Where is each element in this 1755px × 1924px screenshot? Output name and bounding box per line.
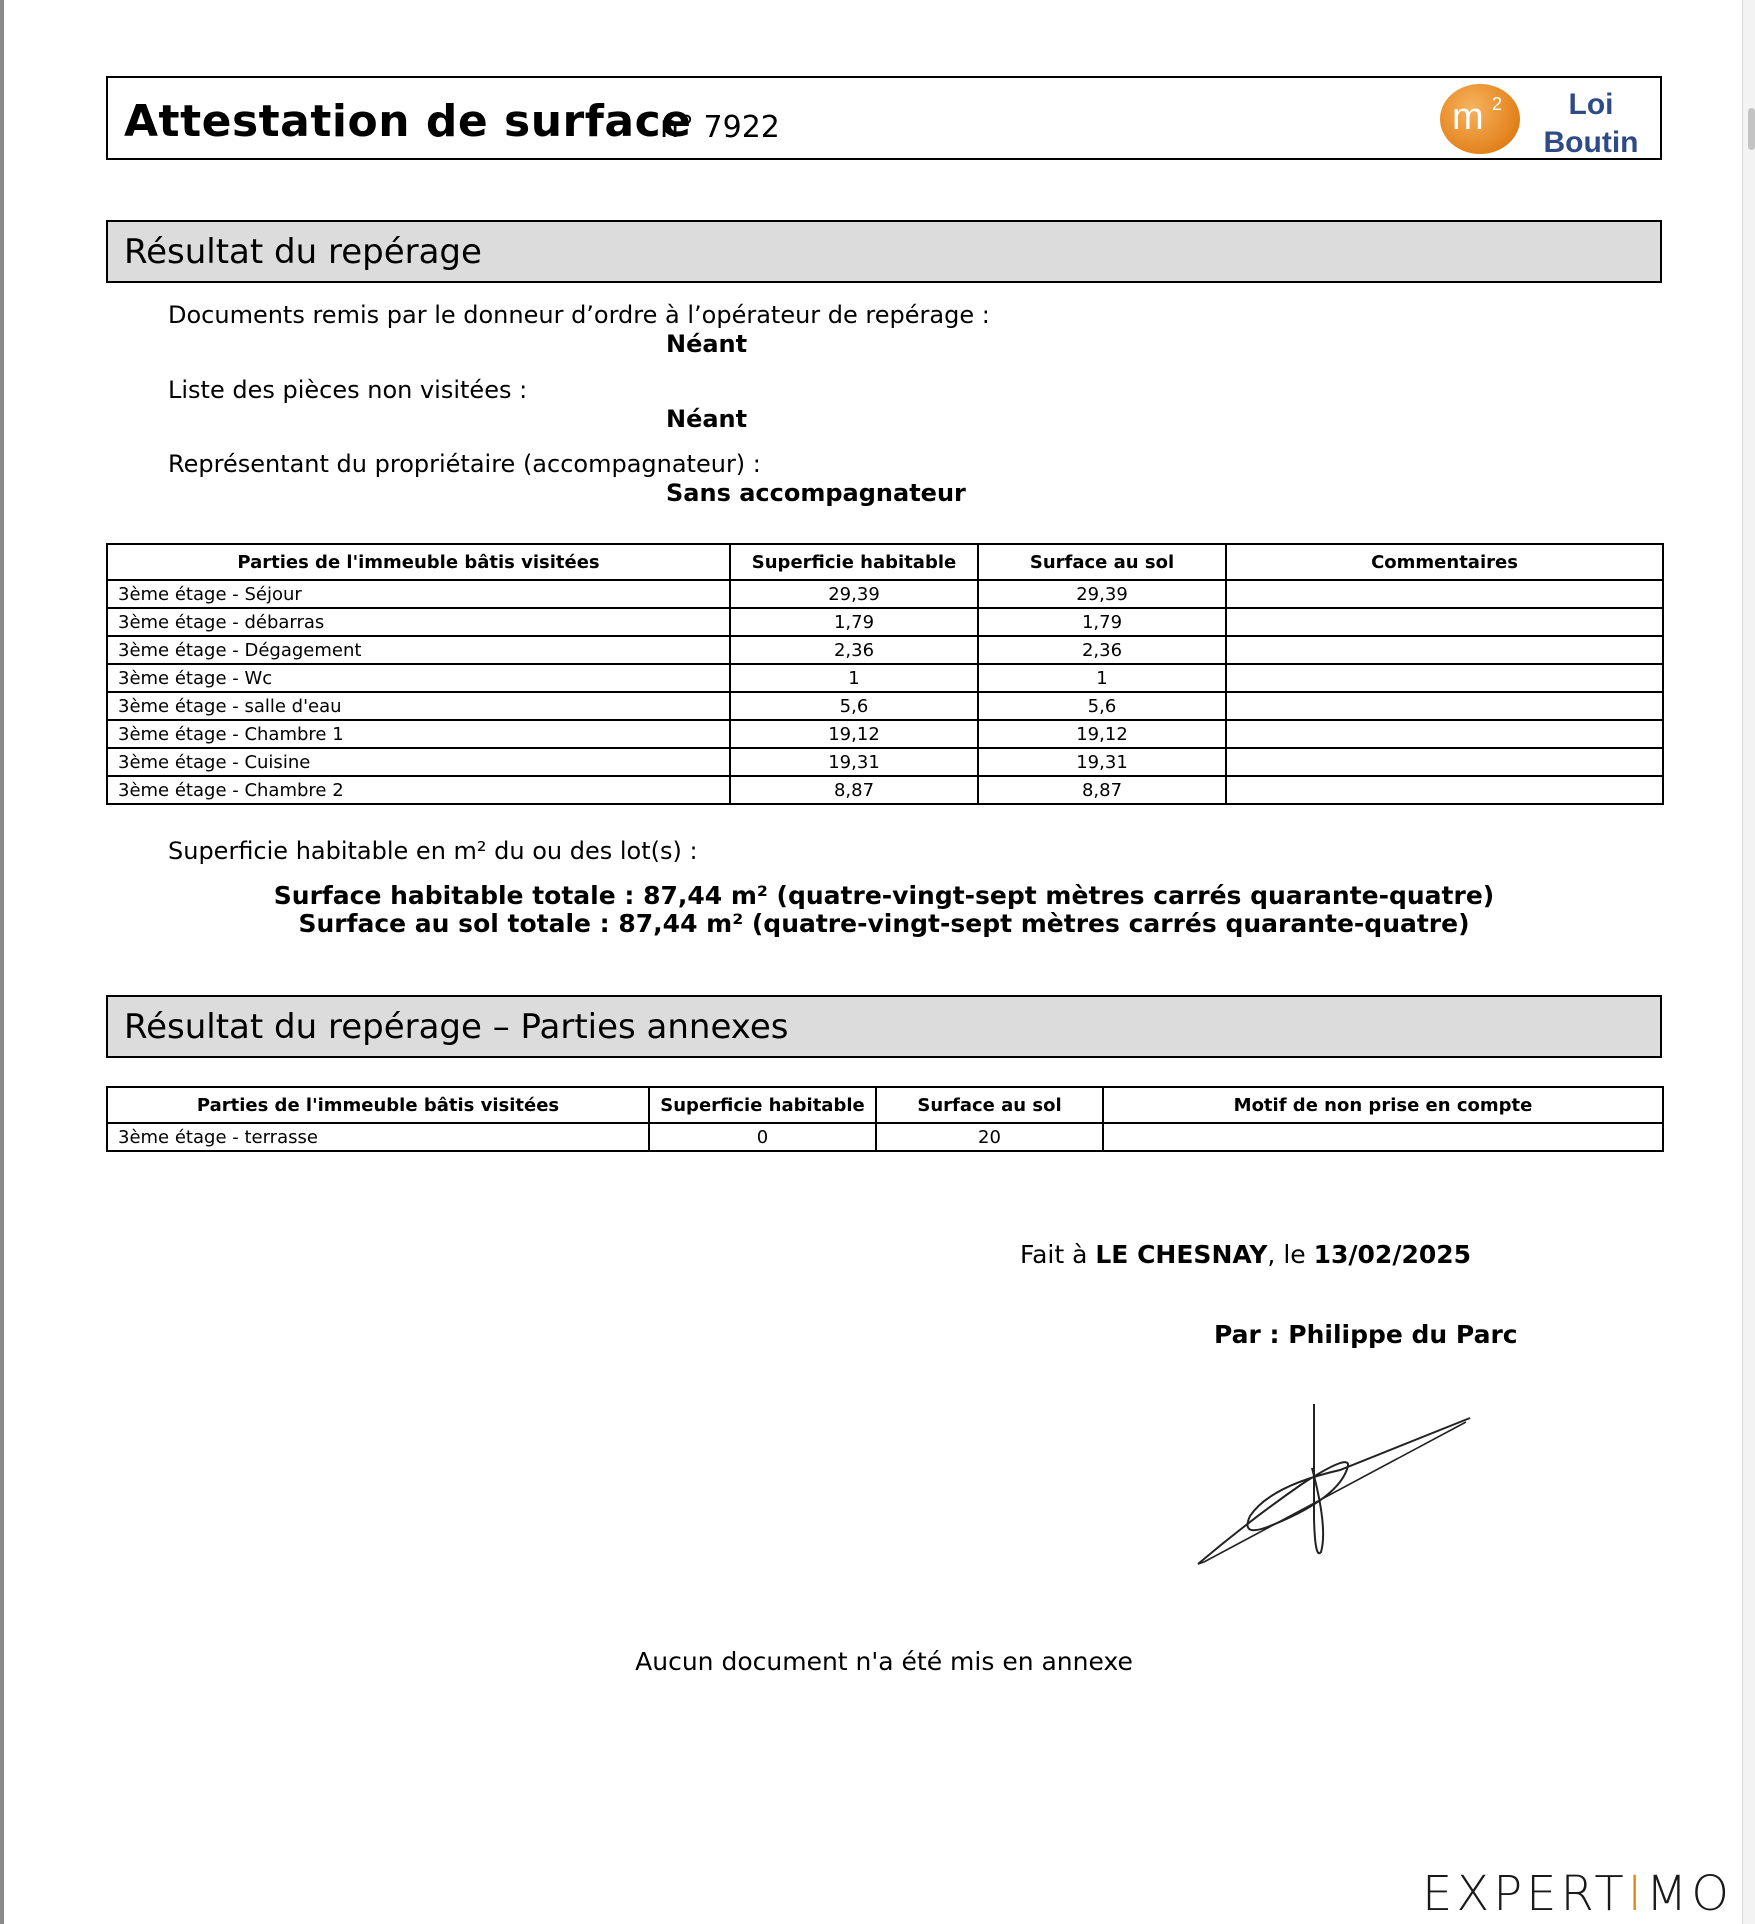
table-row (107, 664, 1663, 692)
table-row (107, 1123, 1663, 1151)
annexes-table (106, 1086, 1664, 1152)
documents-label: Documents remis par le donneur d’ordre à l’opérateur de repérage : (168, 301, 990, 329)
column-header: Surface au sol (876, 1087, 1103, 1123)
brand-bar: I (1627, 1866, 1646, 1922)
column-header: Superficie habitable (649, 1087, 876, 1123)
habitable-cell: 1 (730, 664, 978, 692)
comment-cell (1226, 636, 1663, 664)
section-title: Résultat du repérage – Parties annexes (124, 1007, 789, 1047)
reason-cell (1103, 1123, 1663, 1151)
habitable-cell: 5,6 (730, 692, 978, 720)
comment-cell (1226, 608, 1663, 636)
habitable-cell: 2,36 (730, 636, 978, 664)
column-header: Parties de l'immeuble bâtis visitées (107, 544, 730, 580)
signature-image (1190, 1398, 1480, 1576)
habitable-cell: 8,87 (730, 776, 978, 804)
column-header: Parties de l'immeuble bâtis visitées (107, 1087, 649, 1123)
comment-cell (1226, 580, 1663, 608)
operator-name: Par : Philippe du Parc (1214, 1320, 1518, 1349)
table-row (107, 720, 1663, 748)
documents-value: Néant (666, 330, 748, 358)
room-cell: 3ème étage - Chambre 1 (107, 720, 730, 748)
column-header: Surface au sol (978, 544, 1226, 580)
total-habitable: Surface habitable totale : 87,44 m² (quatre-vingt-sept mètres carrés quarante-quatre) (273, 881, 1495, 910)
certificate-number: n° 7922 (660, 110, 780, 145)
logo-text (1530, 86, 1652, 162)
floor-cell: 1 (978, 664, 1226, 692)
table-row (107, 776, 1663, 804)
room-cell: 3ème étage - Dégagement (107, 636, 730, 664)
table-row (107, 748, 1663, 776)
rooms-not-visited-value: Néant (666, 405, 748, 433)
floor-cell: 1,79 (978, 608, 1226, 636)
room-cell: 3ème étage - terrasse (107, 1123, 649, 1151)
floor-cell: 8,87 (978, 776, 1226, 804)
room-cell: 3ème étage - Wc (107, 664, 730, 692)
room-cell: 3ème étage - Chambre 2 (107, 776, 730, 804)
table-header-row (107, 1087, 1663, 1123)
logo-symbol: m (1452, 96, 1484, 138)
scrollbar-thumb[interactable] (1748, 108, 1755, 150)
floor-cell: 19,31 (978, 748, 1226, 776)
expertimo-logo (1422, 1866, 1733, 1922)
representative-label: Représentant du propriétaire (accompagnateur) : (168, 450, 761, 478)
room-cell: 3ème étage - salle d'eau (107, 692, 730, 720)
habitable-cell: 19,12 (730, 720, 978, 748)
floor-cell: 20 (876, 1123, 1103, 1151)
totals-label: Superficie habitable en m² du ou des lot(s) : (168, 837, 698, 865)
column-header: Motif de non prise en compte (1103, 1087, 1663, 1123)
logo-superscript: 2 (1492, 94, 1503, 114)
habitable-cell: 0 (649, 1123, 876, 1151)
table-row (107, 580, 1663, 608)
floor-cell: 2,36 (978, 636, 1226, 664)
habitable-cell: 29,39 (730, 580, 978, 608)
loi-boutin-logo (1432, 82, 1656, 159)
room-cell: 3ème étage - Cuisine (107, 748, 730, 776)
fait-a-label: Fait à (1020, 1240, 1088, 1269)
section-header-annexes (106, 995, 1662, 1058)
comment-cell (1226, 664, 1663, 692)
city: LE CHESNAY (1095, 1240, 1268, 1269)
title-box (106, 76, 1662, 160)
comment-cell (1226, 748, 1663, 776)
table-header-row (107, 544, 1663, 580)
comment-cell (1226, 720, 1663, 748)
total-floor: Surface au sol totale : 87,44 m² (quatre-vingt-sept mètres carrés quarante-quatre) (298, 909, 1470, 938)
comment-cell (1226, 692, 1663, 720)
logo-line-1: Loi (1568, 88, 1614, 121)
comment-cell (1226, 776, 1663, 804)
brand-right: MO (1645, 1866, 1734, 1922)
place-and-date (1020, 1240, 1471, 1269)
habitable-cell: 1,79 (730, 608, 978, 636)
surface-table (106, 543, 1664, 805)
room-cell: 3ème étage - débarras (107, 608, 730, 636)
vertical-scrollbar[interactable] (1742, 0, 1755, 1924)
page-title: Attestation de surface (124, 96, 692, 147)
column-header: Superficie habitable (730, 544, 978, 580)
representative-value: Sans accompagnateur (666, 479, 966, 507)
date-connector: , le (1267, 1240, 1306, 1269)
section-title: Résultat du repérage (124, 232, 482, 272)
brand-left: EXPERT (1422, 1866, 1628, 1922)
room-cell: 3ème étage - Séjour (107, 580, 730, 608)
floor-cell: 19,12 (978, 720, 1226, 748)
habitable-cell: 19,31 (730, 748, 978, 776)
logo-line-2: Boutin (1543, 126, 1639, 159)
date: 13/02/2025 (1313, 1240, 1472, 1269)
section-header-result (106, 220, 1662, 283)
rooms-not-visited-label: Liste des pièces non visitées : (168, 376, 528, 404)
table-row (107, 692, 1663, 720)
column-header: Commentaires (1226, 544, 1663, 580)
floor-cell: 29,39 (978, 580, 1226, 608)
table-row (107, 636, 1663, 664)
page-left-edge (0, 0, 4, 1924)
annex-note: Aucun document n'a été mis en annexe (635, 1647, 1133, 1676)
floor-cell: 5,6 (978, 692, 1226, 720)
table-row (107, 608, 1663, 636)
